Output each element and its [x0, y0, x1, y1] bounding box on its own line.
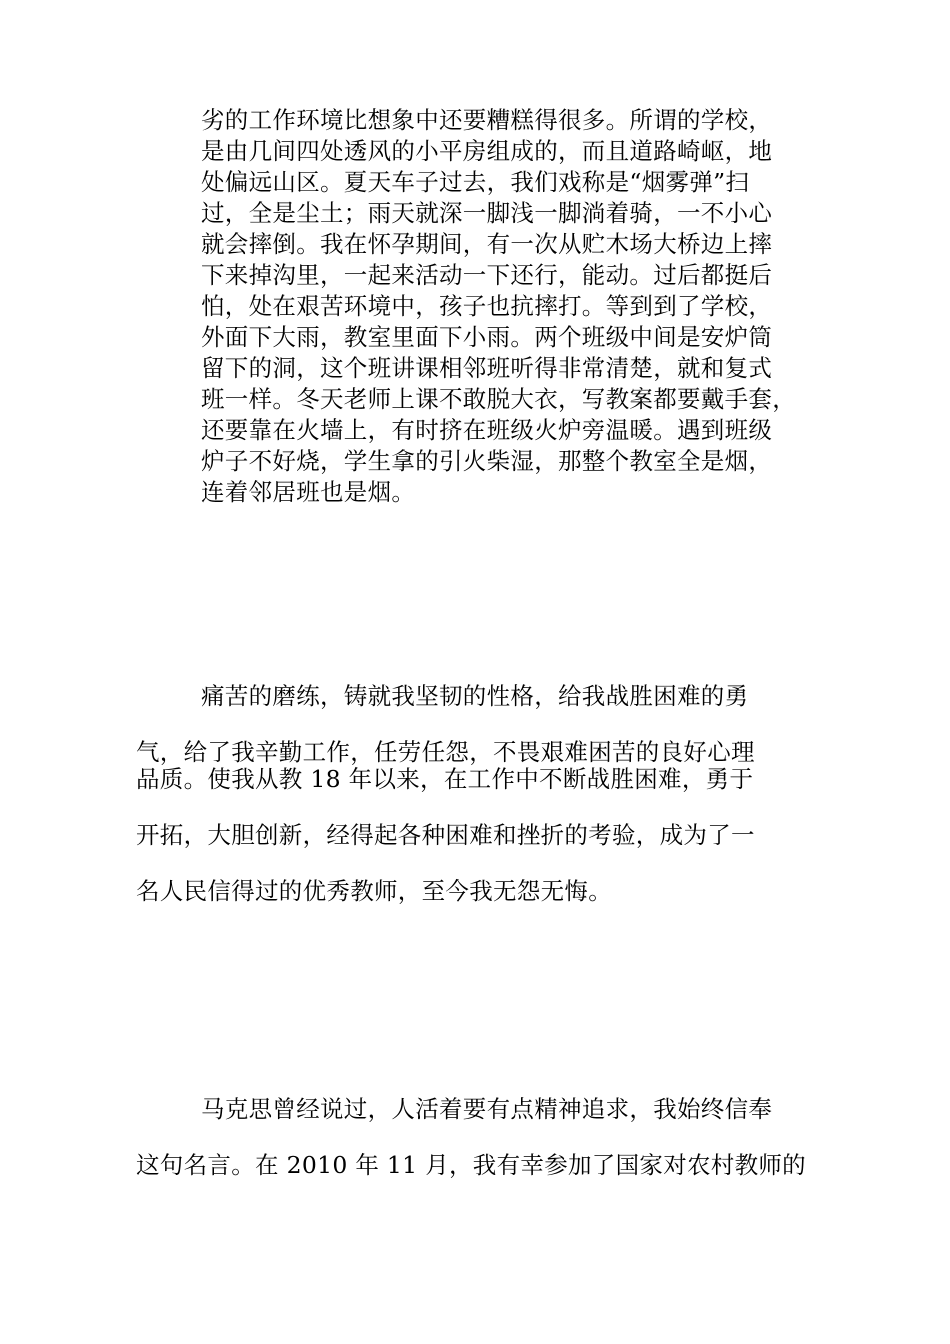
text-line: 还要靠在火墙上，有时挤在班级火炉旁温暖。遇到班级	[201, 416, 773, 444]
text-line: 是由几间四处透风的小平房组成的，而且道路崎岖，地	[201, 137, 773, 165]
text-line: 劣的工作环境比想象中还要糟糕得很多。所谓的学校，	[201, 106, 773, 134]
text-line: 怕，处在艰苦环境中，孩子也抗摔打。等到到了学校，	[201, 292, 773, 320]
text-line: 处偏远山区。夏天车子过去，我们戏称是“烟雾弹”扫	[201, 168, 750, 196]
text-line: 过，全是尘土；雨天就深一脚浅一脚淌着骑，一不小心	[201, 199, 773, 227]
text-line: 就会摔倒。我在怀孕期间，有一次从贮木场大桥边上摔	[201, 230, 773, 258]
text-line: 留下的洞，这个班讲课相邻班听得非常清楚，就和复式	[201, 354, 773, 382]
text-line: 外面下大雨，教室里面下小雨。两个班级中间是安炉筒	[201, 323, 773, 351]
text-line: 这句名言。在 2010 年 11 月，我有幸参加了国家对农村教师的	[136, 1151, 806, 1179]
text-line: 炉子不好烧，学生拿的引火柴湿，那整个教室全是烟，	[201, 447, 773, 475]
text-line: 连着邻居班也是烟。	[201, 478, 416, 506]
text-line: 马克思曾经说过，人活着要有点精神追求，我始终信奉	[201, 1095, 773, 1123]
text-line: 名人民信得过的优秀教师，至今我无怨无悔。	[136, 877, 612, 905]
text-line: 开拓，大胆创新，经得起各种困难和挫折的考验，成为了一	[136, 821, 755, 849]
text-line: 品质。使我从教 18 年以来，在工作中不断战胜困难，勇于	[136, 765, 754, 793]
text-line: 痛苦的磨练，铸就我坚韧的性格，给我战胜困难的勇	[201, 682, 749, 710]
text-line: 下来掉沟里，一起来活动一下还行，能动。过后都挺后	[201, 261, 773, 289]
text-line: 气，给了我辛勤工作，任劳任怨，不畏艰难困苦的良好心理	[136, 738, 755, 766]
text-line: 班一样。冬天老师上课不敢脱大衣，写教案都要戴手套，	[201, 385, 796, 413]
